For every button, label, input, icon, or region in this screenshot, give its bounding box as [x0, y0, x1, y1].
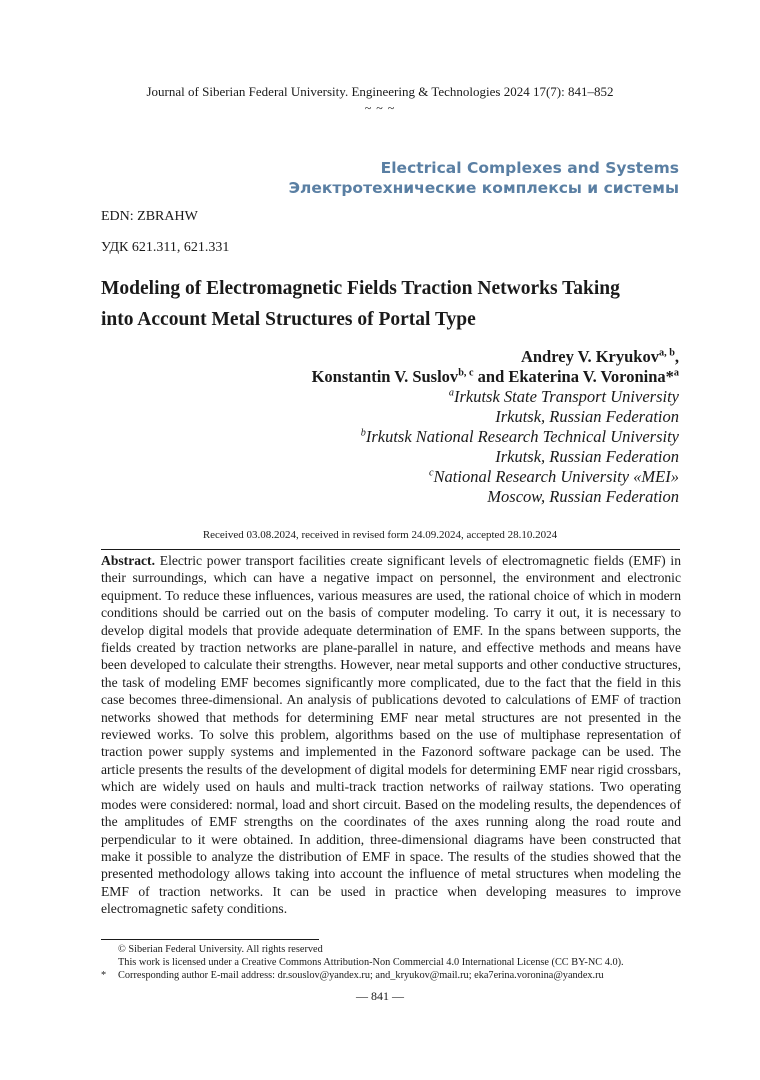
author-voronina: Ekaterina V. Voronina*	[508, 367, 674, 386]
received-dates: Received 03.08.2024, received in revised form 24.09.2024, accepted 28.10.2024	[202, 529, 558, 541]
affiliation-a-name: Irkutsk State Transport University	[453, 387, 679, 406]
author-separator: ,	[674, 347, 679, 366]
edn-identifier: EDN: ZBRAHW	[101, 209, 198, 224]
author-line-1	[312, 347, 679, 367]
footnote-license: This work is licensed under a Creative Commons Attribution-Non Commercial 4.0 International License (CC BY-NC 4.0).	[118, 957, 624, 968]
affiliation-c-marker: c	[428, 467, 434, 479]
authors-block	[312, 347, 679, 507]
affiliation-a-place: Irkutsk, Russian Federation	[495, 407, 679, 426]
journal-header: Journal of Siberian Federal University. Engineering & Technologies 2024 17(7): 841–852	[146, 84, 614, 99]
udk-identifier: УДК 621.311, 621.331	[101, 240, 230, 255]
author-suslov: Konstantin V. Suslov	[311, 367, 459, 386]
abstract	[101, 552, 681, 918]
affiliation-c-place: Moscow, Russian Federation	[487, 487, 679, 506]
author-kryukov-affiliation: a, b	[658, 347, 675, 359]
article-title-line-2: into Account Metal Structures of Portal Type	[101, 309, 476, 330]
footnote-corresponding-author: Corresponding author E-mail address: dr.souslov@yandex.ru; and_kryukov@mail.ru; eka7erina.voronina@yandex.ru	[118, 970, 604, 981]
affiliation-a	[312, 387, 679, 407]
footnote-divider	[101, 939, 319, 940]
article-title	[101, 273, 701, 335]
section-title-ru: Электротехнические комплексы и системы	[288, 179, 679, 197]
abstract-label: Abstract.	[101, 553, 155, 568]
author-suslov-affiliation: b, c	[458, 367, 474, 379]
section-title-en: Electrical Complexes and Systems	[380, 159, 679, 177]
affiliation-a-marker: a	[448, 387, 454, 399]
author-kryukov: Andrey V. Kryukov	[520, 347, 659, 366]
affiliation-b-name: Irkutsk National Research Technical University	[365, 427, 679, 446]
abstract-divider	[101, 549, 680, 550]
affiliation-c-name: National Research University «MEI»	[433, 467, 679, 486]
affiliation-b-marker: b	[360, 427, 366, 439]
author-conjunction: and	[473, 367, 509, 386]
footnote-star-marker: *	[101, 970, 107, 981]
footnote-copyright: © Siberian Federal University. All rights reserved	[118, 944, 323, 955]
author-line-2	[312, 367, 679, 387]
author-voronina-affiliation: a	[673, 367, 679, 379]
page-number: — 841 —	[356, 989, 404, 1003]
affiliation-b-place: Irkutsk, Russian Federation	[495, 447, 679, 466]
article-title-line-1: Modeling of Electromagnetic Fields Traction Networks Taking	[101, 278, 620, 299]
abstract-text: Electric power transport facilities create significant levels of electromagnetic fields (EMF) in their surroundings, which can have a negative impact on personnel, the environment and electronic equipment. To reduce these influences, various measures are used, the rational choice of which in modern conditions should be carried out on the basis of computer modeling. To carry it out, it is necessary to develop digital models that provide adequate determination of EMF. In the spans between supports, the fields created by traction networks are plane-parallel in nature, and effective methods and means have been developed to calculate their strengths. However, near metal supports and other conductive structures, the task of modeling EMF becomes significantly more complicated, due to the fact that the field in this case becomes three-dimensional. An analysis of publications devoted to calculations of EMF of traction networks showed that methods for determining EMF near metal structures are not presented in the reviewed works. To solve this problem, algorithms based on the use of multiphase representation of traction power supply systems and implemented in the Fazonord software package can be used. The article presents the results of the development of digital models for determining EMF near rigid crossbars, which are widely used on hauls and multi-track traction networks of railway stations. Two operating modes were considered: normal, load and short circuit. Based on the modeling results, the dependences of the amplitudes of EMF strengths on the coordinates of the axes running along the road route and perpendicular to it were obtained. In addition, three-dimensional diagrams have been constructed that make it possible to analyze the distribution of EMF in space. The results of the studies showed that the presented methodology allows taking into account the influence of metal structures when modeling the EMF of traction networks. It can be used in practice when developing measures to improve electromagnetic safety conditions.	[101, 553, 682, 917]
affiliation-b	[312, 427, 679, 447]
header-ornament: ~ ~ ~	[364, 101, 396, 115]
affiliation-c	[312, 467, 679, 487]
